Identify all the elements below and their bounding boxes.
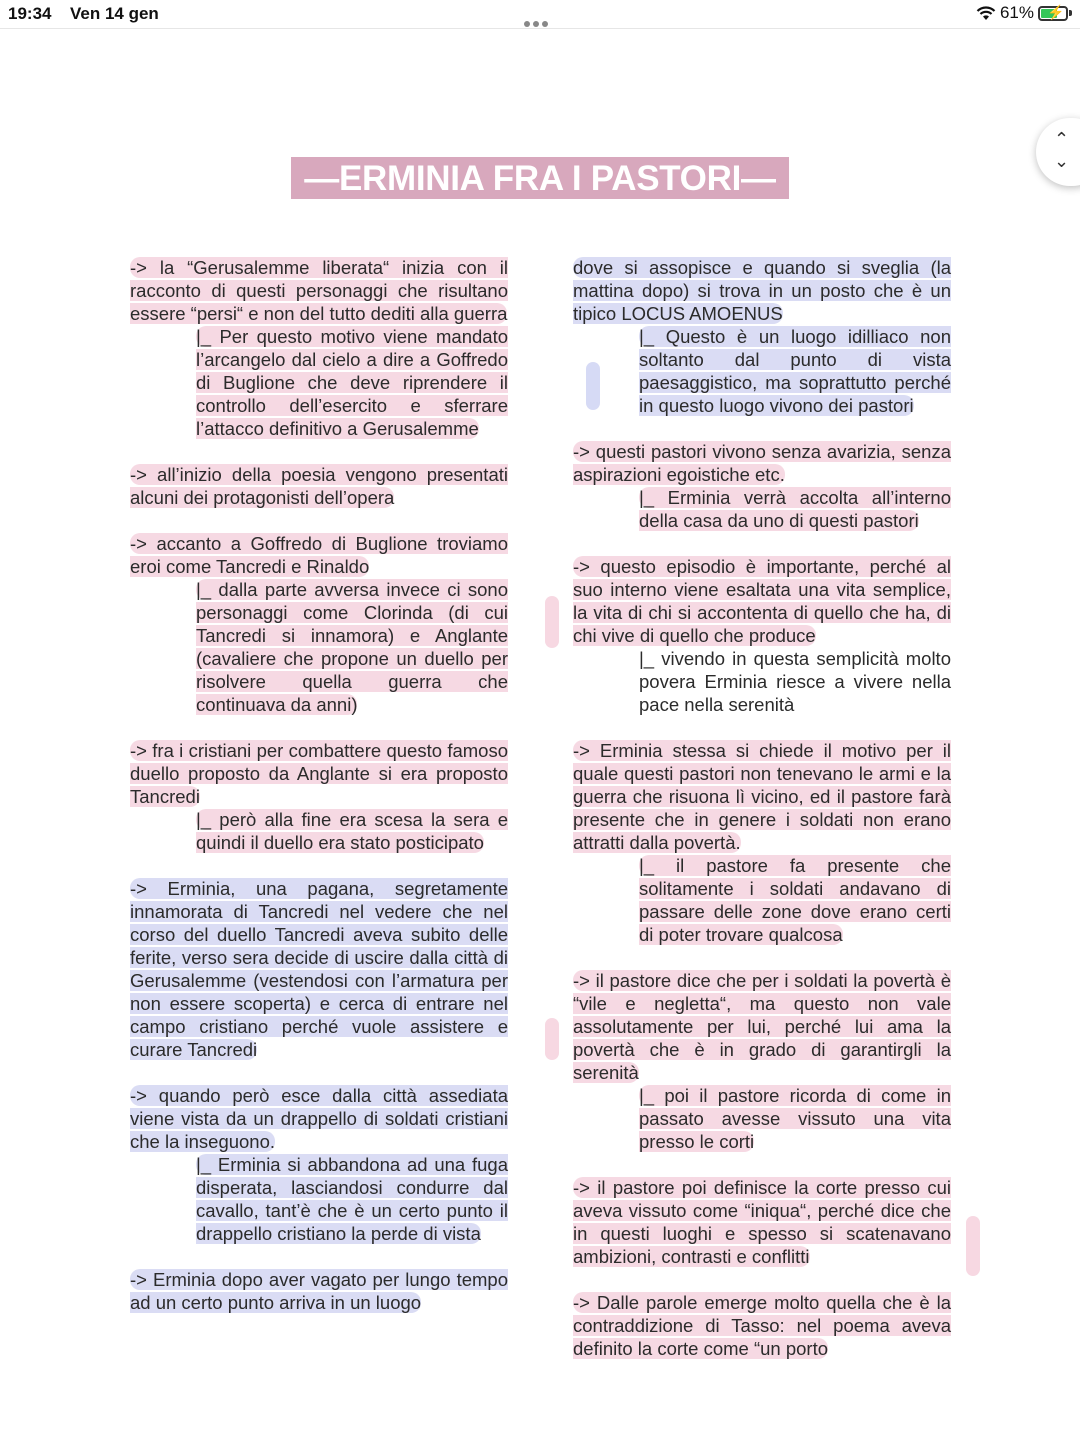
note-subpoint: |_ il pastore fa presente che solitamente i soldati andavano di passare delle zone dove erano certi di poter trovare qualcosa — [639, 855, 951, 945]
chevron-up-icon[interactable]: ⌃ — [1054, 129, 1070, 149]
status-time: 19:34 — [8, 4, 52, 23]
note-paragraph: -> il pastore poi definisce la corte presso cui aveva vissuto come “iniqua“, perché dice che in questi luoghi e spesso si scatenavano ambizioni, contrasti e conflitti — [573, 1177, 951, 1267]
note-paragraph: -> Erminia dopo aver vagato per lungo tempo ad un certo punto arriva in un luogo — [130, 1269, 508, 1313]
status-date: Ven 14 gen — [70, 4, 159, 23]
note-subpoint: |_ Questo è un luogo idilliaco non soltanto dal punto di vista paesaggistico, ma soprattutto perché in questo luogo vivono dei pastori — [639, 326, 951, 416]
note-subpoint: |_ poi il pastore ricorda di come in passato avesse vissuto una vita presso le corti — [639, 1085, 951, 1152]
margin-highlight-mark — [545, 1018, 559, 1060]
status-right — [976, 3, 1072, 23]
chevron-down-icon[interactable]: ⌄ — [1054, 151, 1070, 171]
note-subpoint: |_ Erminia verrà accolta all’interno della casa da uno di questi pastori — [639, 487, 951, 531]
note-paragraph: -> la “Gerusalemme liberata“ inizia con il racconto di questi personaggi che risultano essere “persi“ e non del tutto dediti alla guerra — [130, 257, 508, 324]
note-paragraph: -> questi pastori vivono senza avarizia, senza aspirazioni egoistiche etc. — [573, 441, 951, 485]
battery-percent: 61% — [999, 3, 1034, 22]
note-subpoint: |_ vivendo in questa semplicità molto povera Erminia riesce a vivere nella pace nella serenità — [639, 648, 951, 715]
notes-left-column — [130, 256, 508, 1337]
note-subpoint: |_ Erminia si abbandona ad una fuga disperata, lasciandosi condurre dal cavallo, tant’è che è un certo punto il drappello cristiano la perde di vista — [196, 1154, 508, 1244]
note-paragraph: -> all’inizio della poesia vengono presentati alcuni dei protagonisti dell’opera — [130, 464, 508, 508]
note-paragraph: -> il pastore dice che per i soldati la povertà è “vile e negletta“, ma questo non vale assolutamente per lui, perché lui ama la povertà che è in grado di garantirgli la serenità — [573, 970, 951, 1083]
note-paragraph: -> Dalle parole emerge molto quella che è la contraddizione di Tasso: nel poema aveva definito la corte come “un porto — [573, 1292, 951, 1359]
note-paragraph: dove si assopisce e quando si sveglia (la mattina dopo) si trova in un posto che è un tipico LOCUS AMOENUS — [573, 257, 951, 324]
margin-highlight-mark — [545, 596, 559, 648]
multitasking-dots-icon[interactable] — [524, 14, 551, 32]
margin-highlight-mark — [966, 1216, 980, 1276]
note-paragraph: -> questo episodio è importante, perché al suo interno viene esaltata una vita semplice, la vita di chi si accontenta di quello che ha, di chi vive di quello che produce — [573, 556, 951, 646]
page-scroll-control[interactable] — [1036, 118, 1080, 186]
note-subpoint: |_ però alla fine era scesa la sera e quindi il duello era stato posticipato — [196, 809, 508, 853]
note-subpoint: |_ Per questo motivo viene mandato l’arcangelo dal cielo a dire a Goffredo di Buglione che deve riprendere il controllo dell’esercito e sferrare l’attacco definitivo a Gerusalemme — [196, 326, 508, 439]
note-paragraph: -> Erminia, una pagana, segretamente innamorata di Tancredi nel vedere che nel corso del duello Tancredi aveva subito delle ferite, verso sera decide di uscire dalla città di Gerusalemme (vestendosi con l’armatura per non essere scoperta) e cerca di entrare nel campo cristiano perché vuole assistere e curare Tancredi — [130, 878, 508, 1060]
note-paragraph: -> Erminia stessa si chiede il motivo per il quale questi pastori non tenevano le armi e la guerra che risuona lì vicino, ed il pastore farà presente che in genere i soldati non erano attratti dalla povertà. — [573, 740, 951, 853]
notes-right-column — [573, 256, 951, 1383]
note-paragraph: -> accanto a Goffredo di Buglione troviamo eroi come Tancredi e Rinaldo — [130, 533, 508, 577]
battery-icon: ⚡ — [1038, 6, 1068, 21]
note-subpoint: |_ dalla parte avversa invece ci sono personaggi come Clorinda (di cui Tancredi si innamora) e Anglante (cavaliere che propone un duello per risolvere quella guerra che continuava da anni) — [196, 579, 508, 715]
note-paragraph: -> quando però esce dalla città assediata viene vista da un drappello di soldati cristiani che la inseguono. — [130, 1085, 508, 1152]
status-bar — [0, 0, 1080, 29]
note-paragraph: -> fra i cristiani per combattere questo famoso duello proposto da Anglante si era proposto Tancredi — [130, 740, 508, 807]
wifi-icon — [976, 6, 996, 21]
page-title: —ERMINIA FRA I PASTORI— — [291, 157, 789, 199]
